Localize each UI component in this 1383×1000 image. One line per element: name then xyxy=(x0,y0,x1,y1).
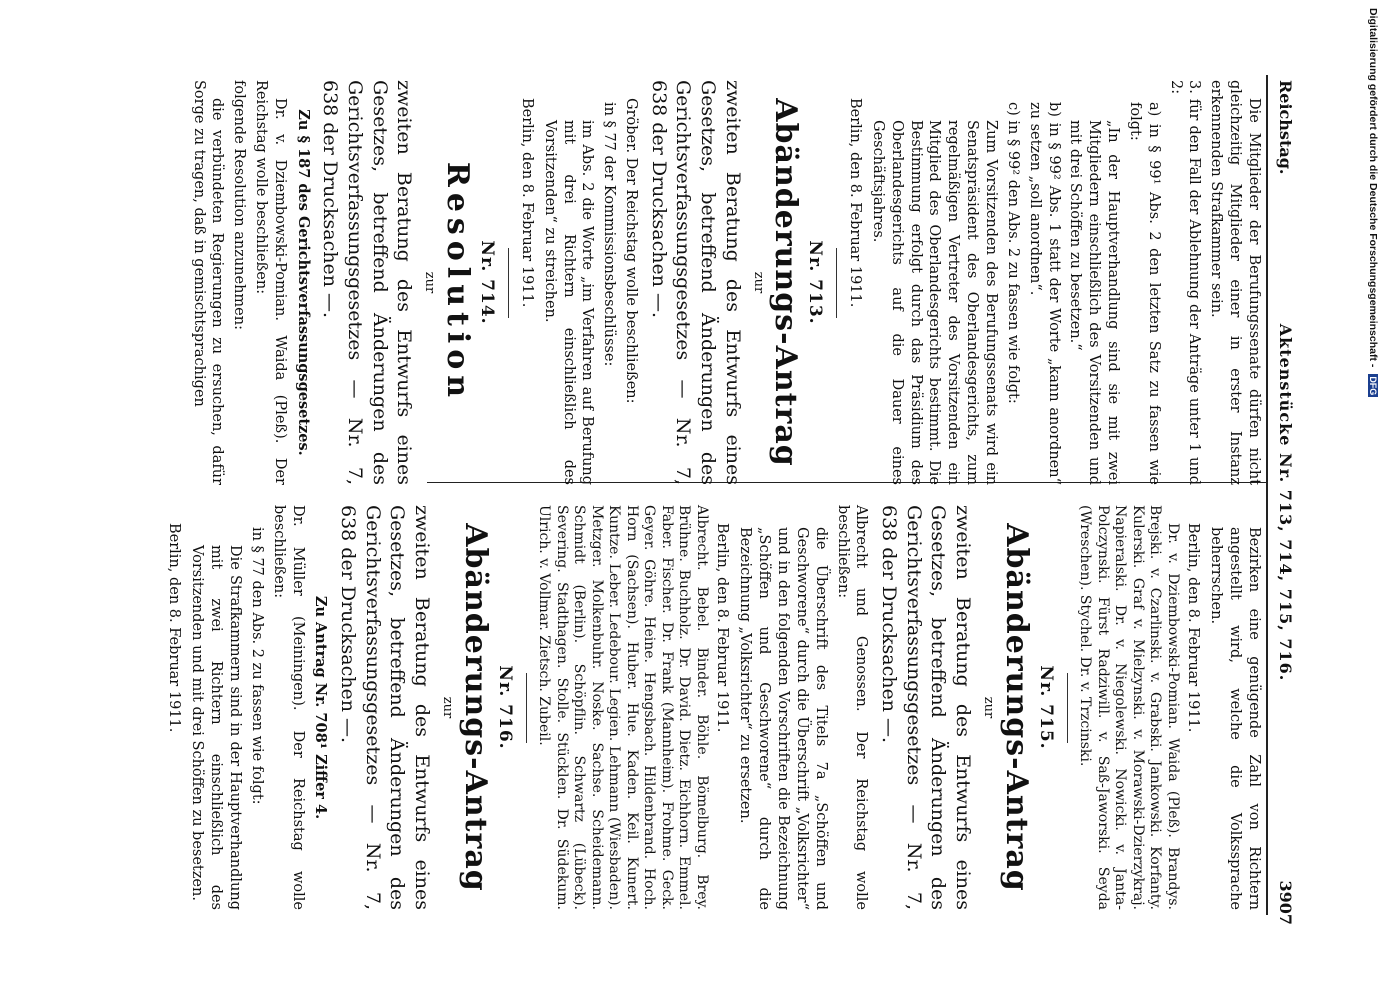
section-zur: zur xyxy=(440,696,456,719)
paragraph: Albrecht und Genossen. Der Reichstag wolle beschließen: xyxy=(834,505,870,910)
quote: „In der Hauptverhandlung sind sie mit zwei Mitgliedern einschließlich des Vorsitzenden und mit drei Schöffen zu besetzen.“ xyxy=(1067,120,1122,485)
paragraph: in § 77 den Abs. 2 zu fassen wie folgt: xyxy=(248,527,265,805)
signatories: Albrecht. Bebel. Binder. Böhle. Bömelburg. Brey. Brühne. Buchholz. Dr. David. Dietz. Eichhorn. Emmel. Faber. Fischer. Dr. Frank (Mannheim). Frohme. Geck. Geyer. Göhre. Heine. Hengsbach. Hildenbrand. Hoch. Horn (Sachsen). Huber. Hue. Kaden. Keil. Kunert. Kuntze. Leber. Ledebour. Legien. Lehmann (Wiesbaden). Metzger. Molkenbuhr. Noske. Sachse. Scheidemann. Schmidt (Berlin). Schöpflin. Schwartz (Lübeck). Severing. Stadthagen. Stolle. Stücklen. Dr. Südekum. Ulrich. v. Vollmar. Zietsch. Zubeil. xyxy=(536,505,710,910)
list-item: c) in § 99² den Abs. 2 zu fassen wie folgt: xyxy=(1004,102,1021,404)
header-left: Reichstag. xyxy=(1276,80,1295,175)
right-column xyxy=(162,505,1263,910)
section-zur: zur xyxy=(750,271,766,294)
page-header xyxy=(1273,80,1295,925)
date-line: Berlin, den 8. Februar 1911. xyxy=(1185,523,1202,733)
list-item: 3. für den Fall der Ablehnung der Anträge unter 1 und 2: xyxy=(1167,80,1203,485)
section-number: Nr. 713. xyxy=(805,240,826,325)
signatories: Dr. v. Dziembowski-Pomian. Waida (Pleß). Brandys. Brejski. v. Czarlinski. v. Grabski. Jankowski. Korfanty. Kulerski. Graf v. Mielzynski. v. Morawski-Dzierzykraj. Napieralski. Dr. v. Niegolewski. Nowicki. v. Janta-Polczynski. Fürst Radziwill. v. Saß-Jaworski. Seyda (Wreschen). Stychel. Dr. v. Trzcinski. xyxy=(1077,505,1181,910)
section-number: Nr. 714. xyxy=(476,240,497,325)
header-title: Aktenstücke Nr. 713, 714, 715, 716. xyxy=(1276,323,1295,682)
separator xyxy=(526,673,527,743)
paragraph: folgende Resolution anzunehmen: xyxy=(231,80,248,330)
credit-text: Digitalisierung gefördert durch die Deutsche Forschungsgemeinschaft - xyxy=(1367,8,1379,368)
paragraph: Dr. v. Dziembowski-Pomian. Waida (Pleß). Der Reichstag wolle beschließen: xyxy=(253,80,288,485)
section-number: Nr. 716. xyxy=(494,665,515,750)
separator xyxy=(836,248,837,318)
date-line: Berlin, den 8. Februar 1911. xyxy=(847,98,864,308)
paragraph: Die Mitglieder der Berufungssenate dürfen nicht gleichzeitig Mitglieder einer in erster Instanz erkennenden Strafkammer sein. xyxy=(1208,80,1262,485)
section-title: Abänderungs-Antrag xyxy=(457,523,493,892)
separator xyxy=(508,248,509,318)
date-line: Berlin, den 8. Februar 1911. xyxy=(714,523,731,733)
paragraph: die Überschrift des Titels 7a „Schöffen und Geschworene“ durch die Überschrift „Volksrichter“ und in den folgenden Vorschriften die Bezeichnung „Schöffen und Geschworene“ durch die Bezeichnung „Volksrichter“ zu ersetzen. xyxy=(737,527,829,910)
quote: Zum Vorsitzenden des Berufungssenats wird ein Senatspräsident des Oberlandesgerichts, zum regelmäßigen Vertreter des Vorsitzenden ein Mitglied des Oberlandesgerichts bestimmt. Die Bestimmung erfolgt durch das Präsidium des Oberlandesgerichts auf die Dauer eines Geschäftsjahres. xyxy=(869,120,1000,485)
left-column xyxy=(186,80,1263,485)
dfg-logo: DFG xyxy=(1368,376,1378,396)
section-lead: zweiten Beratung des Entwurfs eines Gesetzes, betreffend Änderungen des Gerichtsverfassungsgesetzes — Nr. 7, 638 der Drucksachen —. xyxy=(337,505,434,910)
paragraph: die verbündeten Regierungen zu ersuchen, dafür Sorge zu tragen, daß in gemischtsprachigen xyxy=(190,80,226,485)
section-title: Abänderungs-Antrag xyxy=(998,523,1034,892)
section-number: Nr. 715. xyxy=(1035,665,1056,750)
section-lead: zweiten Beratung des Entwurfs eines Gesetzes, betreffend Änderungen des Gerichtsverfassungsgesetzes — Nr. 7, 638 der Drucksachen —. xyxy=(647,80,744,485)
list-item: a) in § 99¹ Abs. 2 den letzten Satz zu fassen wie folgt: xyxy=(1126,102,1162,485)
paragraph: Die Strafkammern sind in der Hauptverhandlung mit zwei Richtern einschließlich des Vorsitzenden und mit drei Schöffen zu besetzen. xyxy=(189,545,244,910)
section-zur: zur xyxy=(981,696,997,719)
separator xyxy=(1067,673,1068,743)
header-rule xyxy=(1267,75,1269,915)
newspaper-page xyxy=(25,35,1315,955)
paragraph: im Abs. 2 die Worte „im Verfahren auf Berufung mit drei Richtern einschließlich des Vorsitzenden“ zu streichen. xyxy=(541,120,596,485)
subheading: Zu § 187 des Gerichtsverfassungsgesetzes. xyxy=(294,109,312,456)
date-line: Berlin, den 8. Februar 1911. xyxy=(166,523,183,733)
section-title: Resolution xyxy=(439,161,475,404)
paragraph: in § 77 der Kommissionsbeschlüsse: xyxy=(601,102,618,367)
digitization-credit xyxy=(1363,8,1379,992)
page-number: 3907 xyxy=(1276,880,1295,925)
section-zur: zur xyxy=(422,271,438,294)
paragraph: Dr. Müller (Meiningen). Der Reichstag wolle beschließen: xyxy=(270,505,306,910)
paragraph: Bezirken eine genügende Zahl von Richtern angestellt wird, welche die Volkssprache beherrschen. xyxy=(1208,527,1262,910)
subheading: Zu Antrag Nr. 708¹ Ziffer 4. xyxy=(312,595,330,820)
section-title: Abänderungs-Antrag xyxy=(768,98,804,467)
section-lead: zweiten Beratung des Entwurfs eines Gesetzes, betreffend Änderungen des Gerichtsverfassungsgesetzes — Nr. 7, 638 der Drucksachen —. xyxy=(319,80,416,485)
list-item: b) in § 99² Abs. 1 statt der Worte „kann anordnen“ zu setzen „soll anordnen“. xyxy=(1026,102,1062,485)
section-lead: zweiten Beratung des Entwurfs eines Gesetzes, betreffend Änderungen des Gerichtsverfassungsgesetzes — Nr. 7, 638 der Drucksachen —. xyxy=(878,505,975,910)
paragraph: Gröber. Der Reichstag wolle beschließen: xyxy=(623,98,640,404)
date-line: Berlin, den 8. Februar 1911. xyxy=(518,98,535,308)
